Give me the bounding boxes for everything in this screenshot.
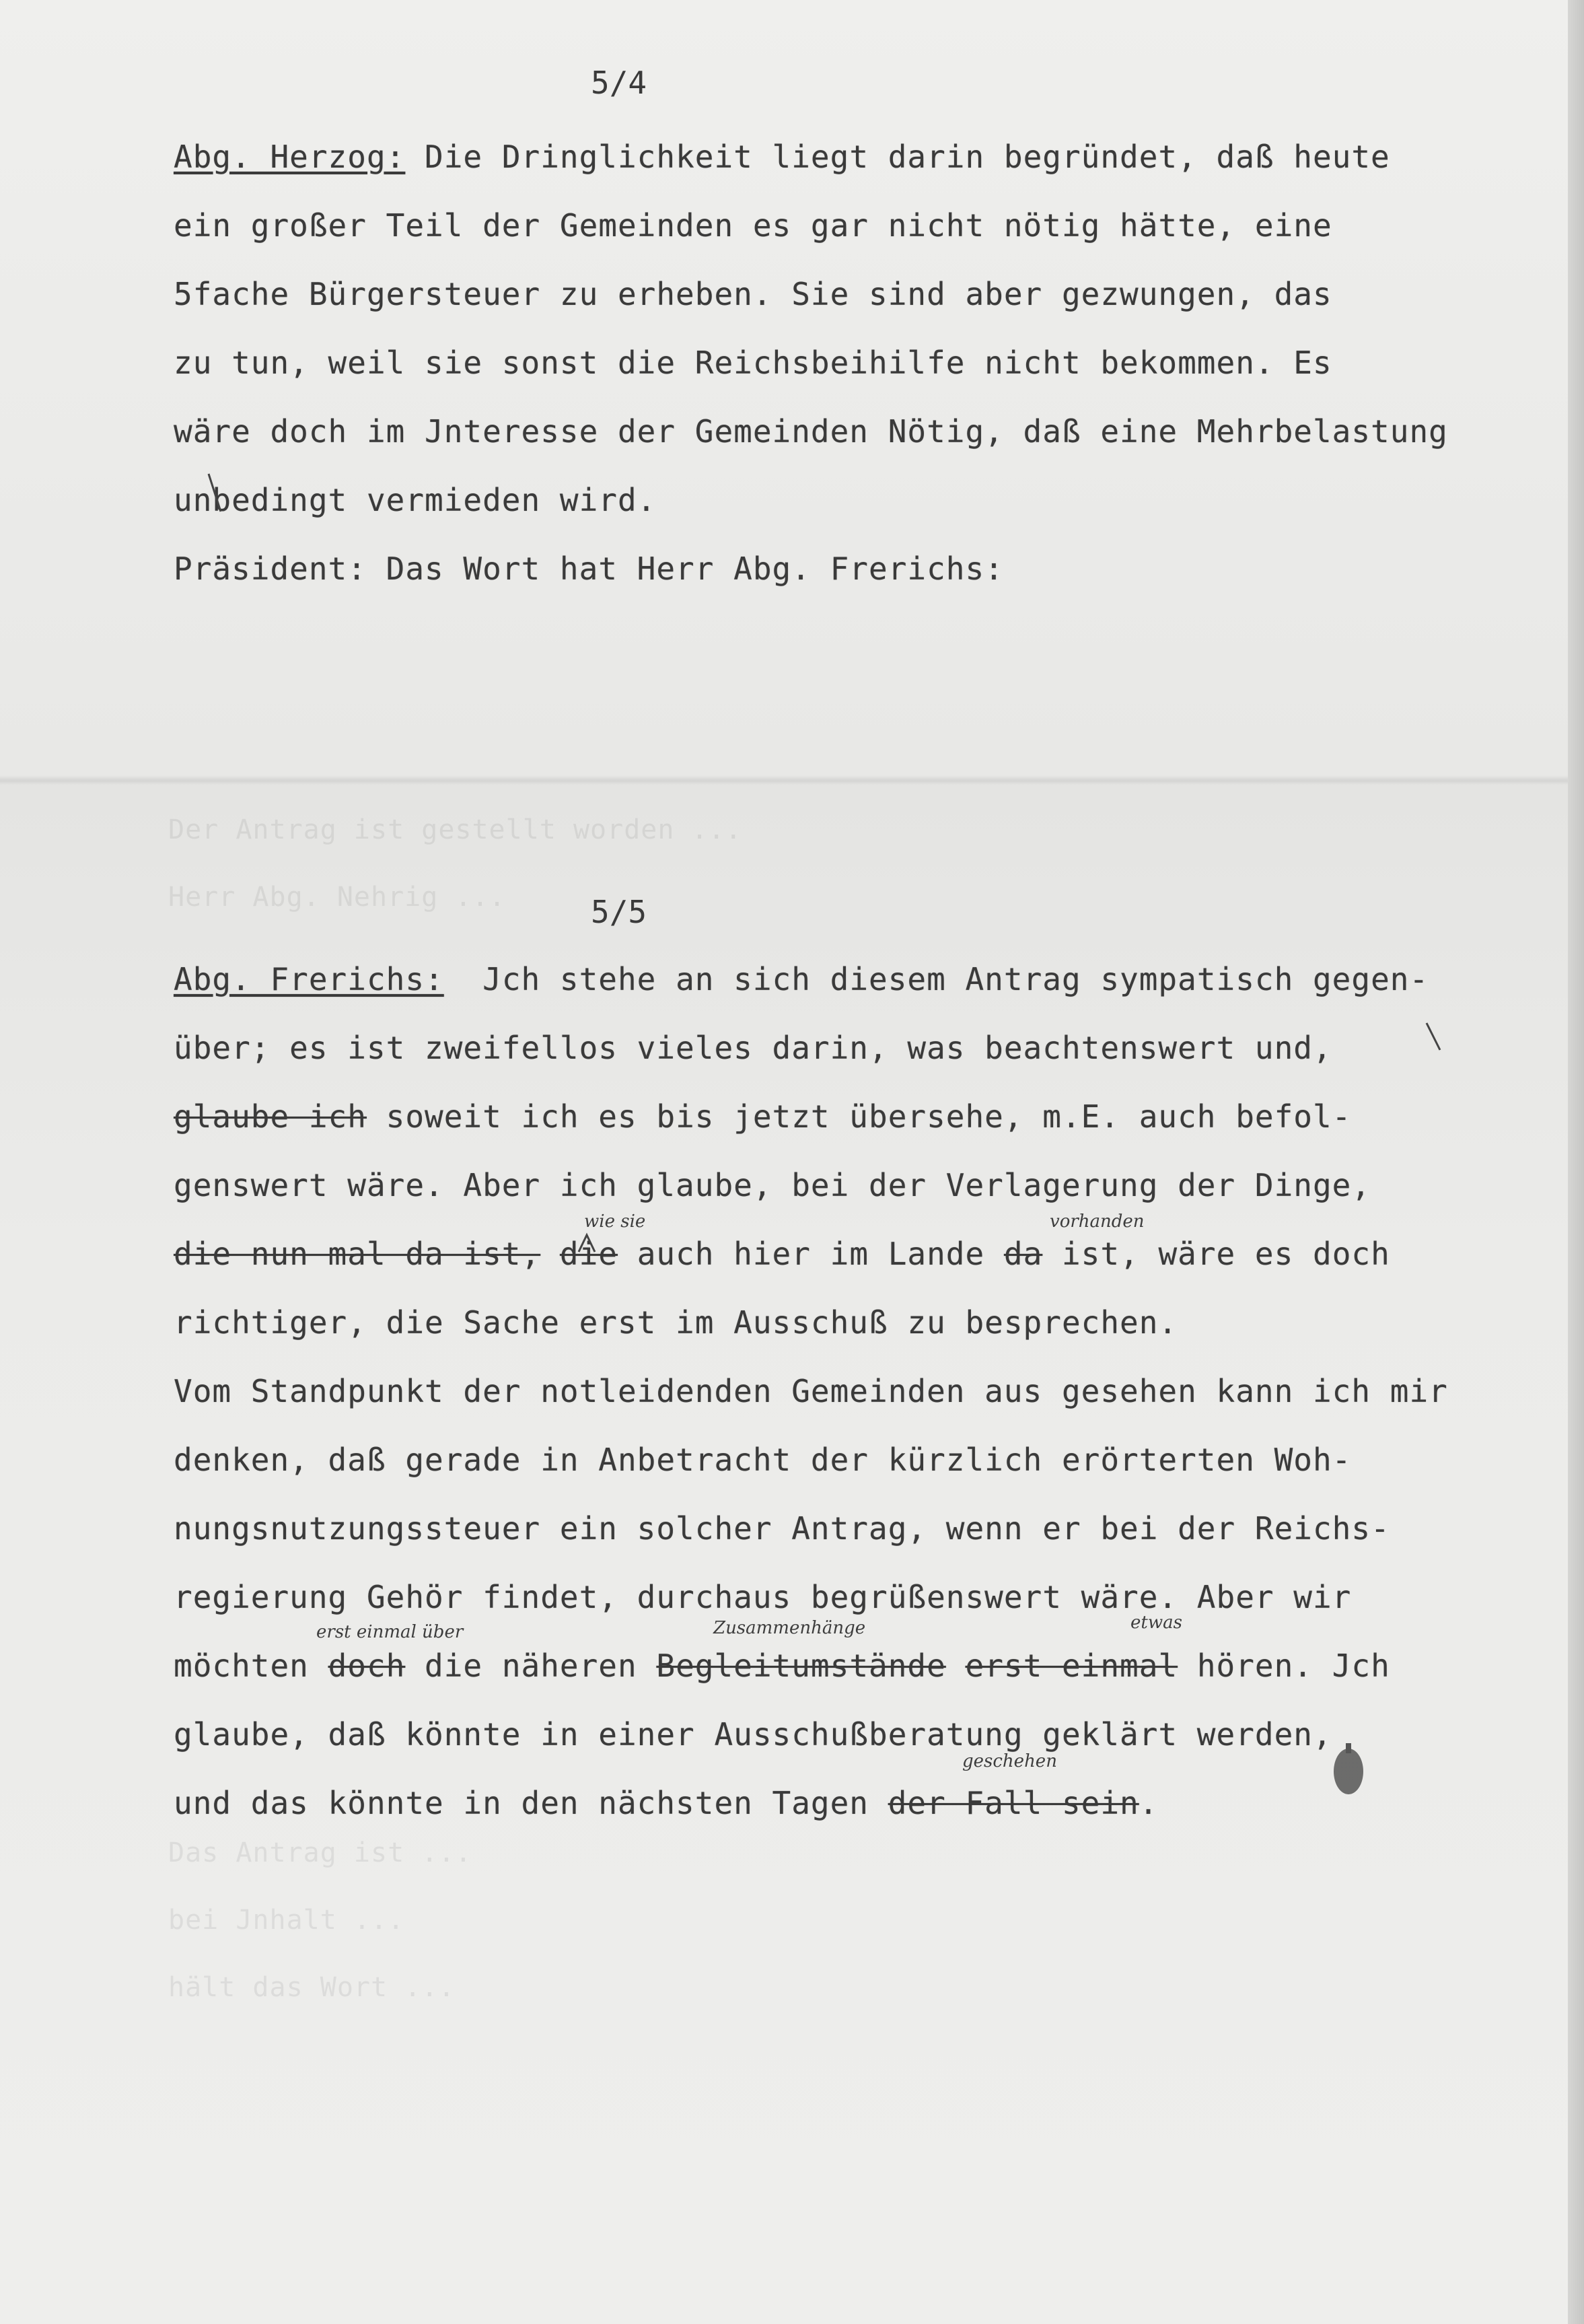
bleed-through-text: Herr Abg. Nehrig ... xyxy=(168,882,506,913)
insertion-caret xyxy=(579,1235,595,1252)
speech-line: zu tun, weil sie sonst die Reichsbeihilfe nicht bekommen. Es xyxy=(174,345,1332,381)
speech-line: denken, daß gerade in Anbetracht der kürzlich erörterten Woh- xyxy=(174,1442,1352,1478)
struck-text: glaube ich xyxy=(174,1098,367,1135)
struck-text: erst einmal xyxy=(965,1648,1178,1684)
speech-text: hören. Jch xyxy=(1178,1648,1390,1684)
ink-blot xyxy=(1334,1749,1363,1794)
handwritten-insertion: vorhanden xyxy=(1050,1211,1145,1232)
speech-text: Jch stehe an sich diesem Antrag sympatisch gegen- xyxy=(443,961,1429,997)
handwritten-insertion: geschehen xyxy=(962,1751,1057,1771)
speech-line: über; es ist zweifellos vieles darin, was beachtenswert und, xyxy=(174,1030,1332,1066)
page-number-bottom: 5/5 xyxy=(591,894,647,930)
speech-line: nungsnutzungssteuer ein solcher Antrag, wenn er bei der Reichs- xyxy=(174,1510,1390,1547)
speech-line: 5fache Bürgersteuer zu erheben. Sie sind aber gezwungen, das xyxy=(174,276,1332,312)
struck-text: Begleitumstände xyxy=(656,1648,946,1684)
struck-text: die xyxy=(559,1236,618,1272)
speech-line: regierung Gehör findet, durchaus begrüßenswert wäre. Aber wir xyxy=(174,1579,1352,1615)
page-number-top: 5/4 xyxy=(591,65,647,101)
speech-line: Präsident: Das Wort hat Herr Abg. Frerichs: xyxy=(174,551,1004,587)
speech-line: Vom Standpunkt der notleidenden Gemeinden aus gesehen kann ich mir xyxy=(174,1373,1448,1409)
speech-line: unbedingt vermieden wird. xyxy=(174,482,657,518)
speech-text: und das könnte in den nächsten Tagen xyxy=(174,1785,888,1821)
speech-line: glaube, daß könnte in einer Ausschußberatung geklärt werden, xyxy=(174,1716,1332,1753)
speech-line: wäre doch im Jnteresse der Gemeinden Nötig, daß eine Mehrbelastung xyxy=(174,413,1448,450)
handwritten-insertion: wie sie xyxy=(584,1211,646,1232)
speech-text: soweit ich es bis jetzt übersehe, m.E. auch befol- xyxy=(366,1098,1352,1135)
speech-line: genswert wäre. Aber ich glaube, bei der Verlagerung der Dinge, xyxy=(174,1167,1371,1203)
speech-text: ist, wäre es doch xyxy=(1042,1236,1390,1272)
bleed-through-text: Der Antrag ist gestellt worden ... xyxy=(168,814,742,845)
struck-text: doch xyxy=(328,1648,406,1684)
struck-text: da xyxy=(1003,1236,1043,1272)
insertion-caret xyxy=(209,474,221,512)
bleed-through-text: hält das Wort ... xyxy=(168,1972,456,2003)
bleed-through-text: Das Antrag ist ... xyxy=(168,1837,472,1868)
handwritten-insertion: etwas xyxy=(1130,1613,1182,1633)
speech-text: die näheren xyxy=(405,1648,657,1684)
speech-line: richtiger, die Sache erst im Ausschuß zu besprechen. xyxy=(174,1304,1178,1341)
handwritten-insertion: erst einmal über xyxy=(316,1622,464,1642)
speech-line: ein großer Teil der Gemeinden es gar nicht nötig hätte, eine xyxy=(174,207,1332,244)
speech-text: Die Dringlichkeit liegt darin begründet, daß heute xyxy=(405,139,1390,175)
speech-text: möchten xyxy=(174,1648,328,1684)
speaker-name: Abg. Frerichs: xyxy=(174,961,444,997)
struck-text: die nun mal da ist, xyxy=(174,1236,541,1272)
speech-text: auch hier im Lande xyxy=(618,1236,985,1272)
insertion-caret xyxy=(1427,1023,1440,1050)
speaker-name: Abg. Herzog: xyxy=(174,139,406,175)
speech-text: . xyxy=(1139,1785,1159,1821)
handwritten-insertion: Zusammenhänge xyxy=(713,1618,866,1638)
bleed-through-text: bei Jnhalt ... xyxy=(168,1905,405,1936)
struck-text: der Fall sein xyxy=(888,1785,1139,1821)
